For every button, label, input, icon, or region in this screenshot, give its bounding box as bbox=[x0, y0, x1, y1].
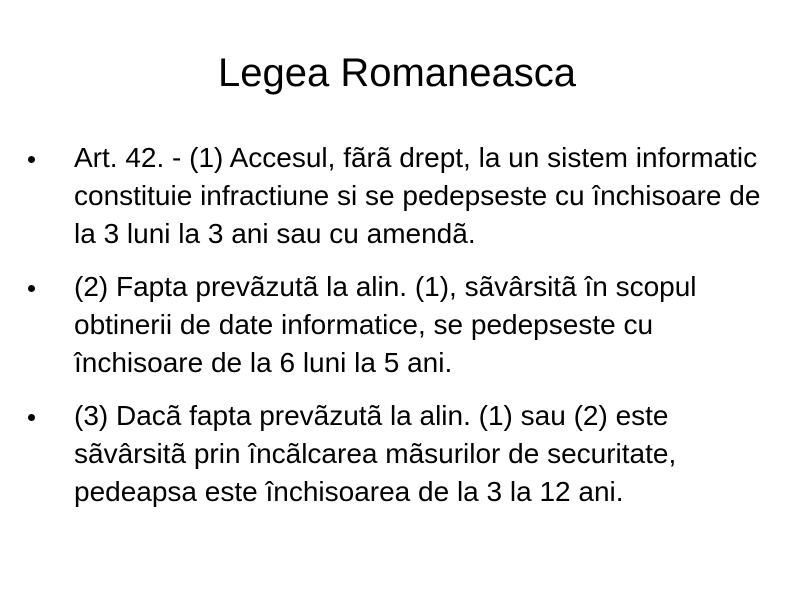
bullet-item bbox=[0, 268, 764, 382]
bullet-text: (2) Fapta prevãzutã la alin. (1), sãvârsitã în scopul obtinerii de date informatice, se pedepseste cu închisoare de la 6 luni la 5 ani. bbox=[74, 271, 697, 378]
bullet-list bbox=[0, 139, 794, 511]
bullet-item bbox=[0, 139, 764, 253]
bullet-item bbox=[0, 397, 764, 511]
bullet-dot-icon bbox=[28, 285, 35, 292]
bullet-dot-icon bbox=[28, 414, 35, 421]
bullet-text: (3) Dacã fapta prevãzutã la alin. (1) sau (2) este sãvârsitã prin încãlcarea mãsurilor de securitate, pedeapsa este închisoarea de la 3 la 12 ani. bbox=[74, 400, 677, 507]
bullet-dot-icon bbox=[28, 156, 35, 163]
bullet-text: Art. 42. - (1) Accesul, fãrã drept, la un sistem informatic constituie infractiune si se pedepseste cu închisoare de la 3 luni la 3 ani sau cu amendã. bbox=[74, 142, 761, 249]
slide-title: Legea Romaneasca bbox=[217, 51, 577, 95]
